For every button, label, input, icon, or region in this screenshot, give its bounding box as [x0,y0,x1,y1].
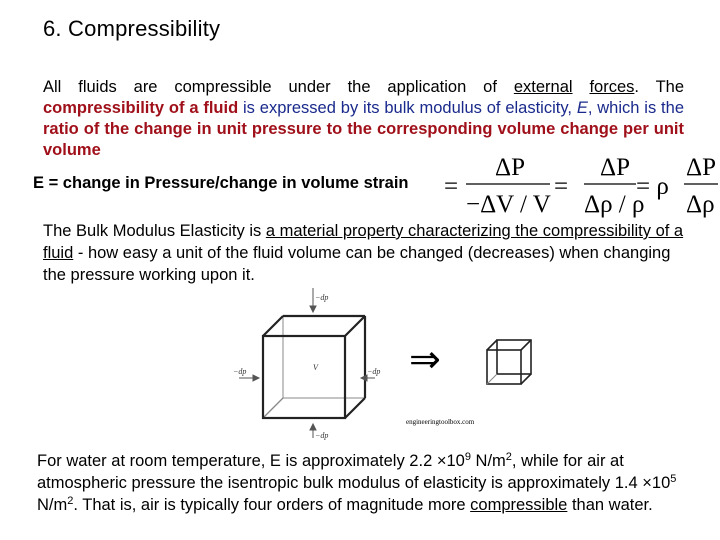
image-credit: engineeringtoolbox.com [406,418,475,426]
comparison-paragraph [37,450,687,516]
pressure-arrows [239,288,375,438]
text-run: - how easy a unit of the fluid volume can be changed (decreases) when changing the pressure working upon it. [43,244,671,284]
volume-label: V [313,363,318,372]
bulk-modulus-paragraph [43,220,693,286]
denominator-1: −ΔV / V [466,191,551,218]
underlined-compressible: compressible [470,496,568,514]
text-run-blue: is expressed by its bulk modulus of elasticity, [238,99,577,117]
equals-sign-2: = [554,173,569,200]
numerator-2: ΔP [600,154,630,181]
text-run: , while for air at atmospheric pressure the isentropic bulk modulus of elasticity is approximately 1.4 ×10 [37,452,671,492]
text-run: N/m [470,452,506,470]
text-run-blue: , which is the [587,99,684,117]
small-cube [487,340,531,384]
text-run: N/m [37,496,68,514]
text-run: . That is, air is typically four orders of magnitude more [73,496,471,514]
exponent: 2 [505,451,512,463]
slide-title: 6. Compressibility [43,16,221,41]
formula-label: E = change in Pressure/change in volume strain [33,174,409,192]
text-run: than water. [567,496,653,514]
numerator-3: ΔP [686,154,716,181]
dp-label-right: −dp [367,367,381,376]
highlight-ratio-definition: ratio of the change in unit pressure to the corresponding volume change per unit volume [43,120,684,159]
text-run: All fluids are compressible under the application of [43,78,514,96]
implies-arrow: ⇒ [409,337,441,381]
dp-label-top: −dp [315,293,329,302]
underlined-term-forces: forces [589,78,635,96]
equals-rho: = ρ [636,173,669,200]
definition-paragraph [43,77,684,161]
dp-label-bottom: −dp [315,431,329,440]
text-run: For water at room temperature, E is approximately 2.2 ×10 [37,452,465,470]
text-run [573,78,590,96]
symbol-e: E [576,99,588,117]
text-run: . The [634,78,685,96]
compression-cube-diagram [225,288,545,448]
highlight-compressibility: compressibility of a fluid [43,99,239,117]
numerator-1: ΔP [495,154,525,181]
exponent: 9 [464,451,471,463]
underlined-property: a material property characterizing the compressibility of a fluid [43,222,684,262]
dp-label-left: −dp [233,367,247,376]
equals-sign-1: = [444,173,459,200]
denominator-2: Δρ / ρ [584,191,645,218]
underlined-term-external: external [513,78,573,96]
denominator-3: Δρ [686,191,715,218]
bulk-modulus-formula [440,150,720,222]
exponent: 2 [67,495,74,507]
exponent: 5 [670,473,677,485]
text-run: The Bulk Modulus Elasticity is [43,222,266,240]
